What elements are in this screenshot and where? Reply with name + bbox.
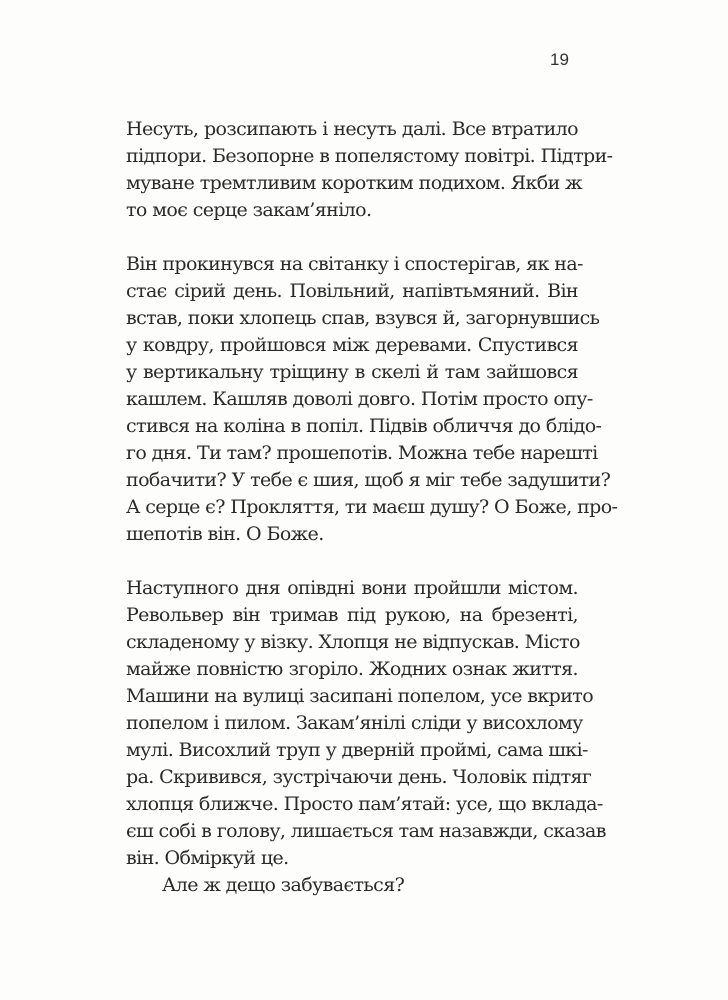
paragraph	[126, 251, 618, 548]
text-line: побачити? У тебе є шия, щоб я міг тебе задушити?	[126, 469, 611, 491]
text-line: складеному у візку. Хлопця не відпускав. Місто	[126, 631, 580, 653]
text-line: попелом і пилом. Закам’янілі сліди у висохлому	[126, 712, 583, 734]
text-line: шепотів він. О Боже.	[126, 523, 324, 545]
text-line: у вертикальну тріщину в скелі й там зайшовся	[126, 361, 578, 383]
text-line: А серце є? Прокляття, ти маєш душу? О Боже, про-	[126, 496, 618, 518]
text-line: го дня. Ти там? прошепотів. Можна тебе нарешті	[126, 442, 598, 464]
paragraph	[126, 116, 613, 224]
text-line: встав, поки хлопець спав, взувся й, загорнувшись	[126, 307, 600, 329]
paragraph	[126, 575, 606, 872]
body-text	[126, 116, 618, 926]
text-line: Машини на вулиці засипані попелом, усе вкрито	[126, 685, 594, 707]
text-line: Револьвер він тримав під рукою, на брезенті,	[126, 604, 578, 626]
text-line: єш собі в голову, лишається там назавжди, сказав	[126, 820, 606, 842]
page-number: 19	[550, 50, 569, 69]
text-line: Наступного дня опівдні вони пройшли містом.	[126, 577, 578, 599]
text-line: муване тремтливим коротким подихом. Якби ж	[126, 172, 582, 194]
text-line: Але ж дещо забувається?	[162, 874, 405, 896]
paragraph	[126, 872, 578, 899]
text-line: Несуть, розсипають і несуть далі. Все втратило	[126, 118, 578, 140]
text-line: хлопця ближче. Просто пам’ятай: усе, що вклада-	[126, 793, 603, 815]
text-line: Він прокинувся на світанку і спостерігав, як на-	[126, 253, 583, 275]
text-line: ра. Скривився, зустрічаючи день. Чоловік підтяг	[126, 766, 592, 788]
text-line: стився на коліна в попіл. Підвів обличчя до блідо-	[126, 415, 602, 437]
text-line: у ковдру, пройшовся між деревами. Спустився	[126, 334, 578, 356]
text-line: майже повністю згоріло. Жодних ознак життя.	[126, 658, 578, 680]
text-line: мулі. Висохлий труп у дверній проймі, сама шкі-	[126, 739, 588, 761]
text-line: то моє серце закам’яніло.	[126, 199, 372, 221]
text-line: кашлем. Кашляв доволі довго. Потім просто опу-	[126, 388, 593, 410]
text-line: підпори. Безопорне в попелястому повітрі. Підтри-	[126, 145, 613, 167]
text-line: стає сірий день. Повільний, напівтьмяний. Він	[126, 280, 578, 302]
text-line: він. Обміркуй це.	[126, 847, 289, 869]
